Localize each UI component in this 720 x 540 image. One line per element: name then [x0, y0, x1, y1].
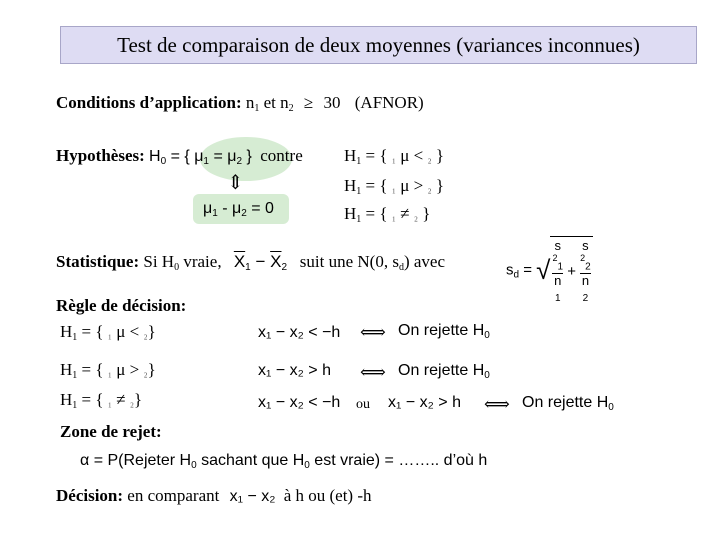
decision-xbar: x₁ − x₂ [229, 488, 276, 505]
slide-title: Test de comparaison de deux moyennes (variances inconnues) [60, 26, 697, 64]
hypotheses-label: Hypothèses: [56, 146, 145, 165]
afnor-ref: (AFNOR) [354, 93, 424, 112]
equiv-arrow-3: ⟺ [484, 394, 510, 414]
conditions-label: Conditions d’application: [56, 93, 242, 112]
rule-row-diff-h1: $H_1$ = { ₁ ≠ ₂} [60, 390, 143, 411]
conditions-line [56, 93, 424, 114]
h1-greater: $H_1$ = { ₁ μ > ₂ } [344, 176, 445, 197]
sd-formula: $s_d$ = √ s $^2_1$ n $_1$ + s $^2_2$ n $_2$ [506, 238, 591, 305]
rule-row-diff-test1: x₁ − x₂ < −h [258, 394, 341, 411]
rule-row-diff-result: On rejette $H_0$ [522, 394, 614, 413]
decision-line: Décision: en comparant x₁ − x₂ à h ou (et) -h [56, 486, 372, 505]
xbar-diff: $\overline{X}_1 - \overline{X}_2$ [233, 252, 288, 273]
equivalence-arrow: ⇕ [227, 172, 244, 194]
diff-expression: $\mu_1 - \mu_2 = 0$ [203, 200, 274, 219]
threshold-value: 30 [323, 93, 341, 112]
zone-label: Zone de rejet: [60, 422, 162, 441]
ge-symbol: ≥ [303, 93, 314, 112]
rule-row-less-h1: $H_1$ = { ₁ μ < ₂} [60, 322, 156, 343]
rule-row-less-result: On rejette $H_0$ [398, 322, 490, 341]
decision-label: Décision: [56, 486, 124, 505]
n2-symbol: $n_2$ [280, 93, 294, 114]
et-word: et [263, 93, 276, 112]
rule-row-less-test: x₁ − x₂ < −h [258, 324, 341, 341]
h1-less: $H_1$ = { ₁ μ < ₂ } [344, 146, 445, 167]
h1-different: $H_1$ = { ₁ ≠ ₂ } [344, 204, 431, 225]
h0-expression: $H_0$ = { $\mu_1 = \mu_2$ } [149, 148, 252, 167]
equiv-arrow-2: ⟺ [360, 362, 386, 382]
hypotheses-line [56, 146, 303, 167]
n1-symbol: $n_1$ [245, 93, 260, 114]
rule-row-greater-result: On rejette $H_0$ [398, 362, 490, 381]
rule-row-greater-h1: $H_1$ = { ₁ μ > ₂} [60, 360, 156, 381]
regle-label: Règle de décision: [56, 296, 187, 315]
equiv-arrow-1: ⟺ [360, 322, 386, 342]
contre-word: contre [260, 146, 303, 165]
statistique-label: Statistique: [56, 252, 140, 271]
statistique-line: Statistique: Si $H_0$ vraie, $\overline{X}_1 - \overline{X}_2$ suit une N(0, $s_d$) avec [56, 252, 446, 273]
rule-row-diff-test2: x₁ − x₂ > h [388, 394, 461, 411]
zone-formula: α = P(Rejeter $H_0$ sachant que $H_0$ est vraie) = …….. d’où h [80, 452, 488, 471]
ou-word: ou [356, 397, 370, 412]
rule-row-greater-test: x₁ − x₂ > h [258, 362, 331, 379]
